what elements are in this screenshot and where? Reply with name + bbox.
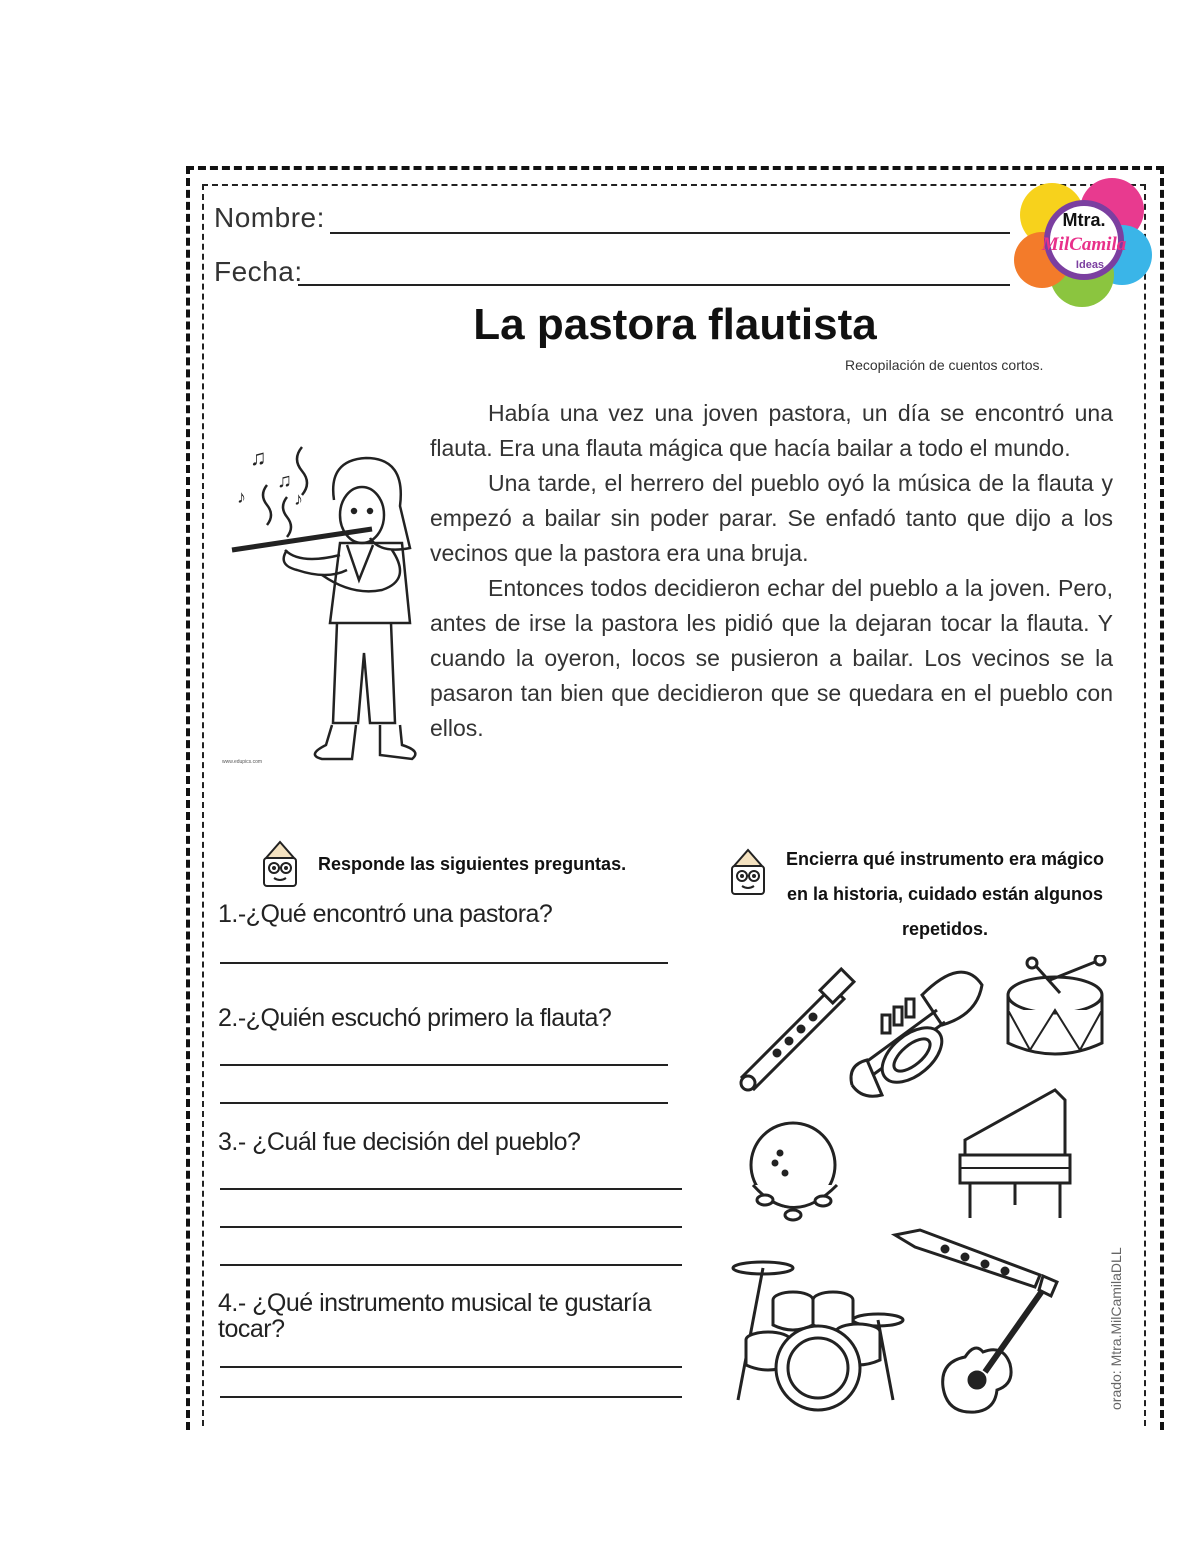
- left-instruction: Responde las siguientes preguntas.: [318, 854, 627, 874]
- answer-line[interactable]: [220, 1396, 682, 1398]
- subtitle: Recopilación de cuentos cortos.: [845, 357, 1044, 373]
- right-instruction-line: repetidos.: [901, 919, 989, 939]
- logo: [1012, 170, 1154, 312]
- answer-line[interactable]: [220, 1366, 682, 1368]
- name-label: Nombre:: [214, 202, 325, 233]
- date-field[interactable]: [298, 284, 1010, 286]
- answer-line[interactable]: [220, 1264, 682, 1266]
- question-3: 3.- ¿Cuál fue decisión del pueblo?: [218, 1128, 581, 1156]
- logo-text-1: Mtra.: [1062, 210, 1106, 230]
- story-text: [430, 396, 1113, 746]
- answer-line[interactable]: [220, 1188, 682, 1190]
- answer-line[interactable]: [220, 962, 668, 964]
- right-instruction-line: Encierra qué instrumento era mágico: [785, 849, 1105, 869]
- svg-text:♪: ♪: [294, 489, 303, 509]
- svg-text:♪: ♪: [237, 487, 246, 507]
- name-field[interactable]: [330, 232, 1010, 234]
- question-4: 4.- ¿Qué instrumento musical te gustaría tocar?: [218, 1289, 651, 1343]
- logo-text-3: Ideas: [1075, 259, 1105, 271]
- question-1: 1.-¿Qué encontró una pastora?: [218, 900, 553, 928]
- story-paragraph: Entonces todos decidieron echar del pueblo a la joven. Pero, antes de irse la pastora les pidió que la dejaran tocar la flauta. Y cuando la oyeron, locos se pusieron a bailar. Los vecinos se la pasaron tan bien que decidieron que se quedara en el pueblo con ellos.: [430, 575, 1113, 741]
- answer-line[interactable]: [220, 1102, 668, 1104]
- drum-icon[interactable]: [1000, 955, 1110, 1065]
- question-2: 2.-¿Quién escuchó primero la flauta?: [218, 1004, 612, 1032]
- pencil-mascot-icon: [258, 840, 302, 890]
- svg-text:♫: ♫: [277, 470, 292, 492]
- piano-icon[interactable]: [955, 1080, 1075, 1220]
- story-paragraph: Había una vez una joven pastora, un día se encontró una flauta. Era una flauta mágica que hacía bailar a todo el mundo.: [430, 400, 1113, 461]
- pencil-mascot-icon: [726, 848, 770, 898]
- vertical-credit: orado: Mtra.MilCamilaDLL: [1108, 1247, 1124, 1410]
- logo-text-2: MilCamila: [1041, 234, 1127, 255]
- drum-kit-icon[interactable]: [718, 1250, 908, 1420]
- answer-line[interactable]: [220, 1064, 668, 1066]
- svg-text:♫: ♫: [250, 445, 267, 470]
- guitar-icon[interactable]: [935, 1272, 1060, 1417]
- page-title: La pastora flautista: [473, 300, 877, 349]
- answer-line[interactable]: [220, 1226, 682, 1228]
- flute-icon[interactable]: [732, 965, 857, 1095]
- svg-text:www.edupics.com: www.edupics.com: [222, 759, 263, 765]
- date-label: Fecha:: [214, 256, 303, 287]
- tambourine-icon[interactable]: [745, 1115, 845, 1225]
- shepherdess-flute-illustration: [222, 425, 422, 770]
- right-instruction-line: en la historia, cuidado están algunos: [786, 884, 1104, 904]
- right-instruction: [770, 842, 1120, 947]
- story-paragraph: Una tarde, el herrero del pueblo oyó la música de la flauta y empezó a bailar sin poder parar. Se enfadó tanto que dijo a los vecinos que la pastora era una bruja.: [430, 470, 1113, 566]
